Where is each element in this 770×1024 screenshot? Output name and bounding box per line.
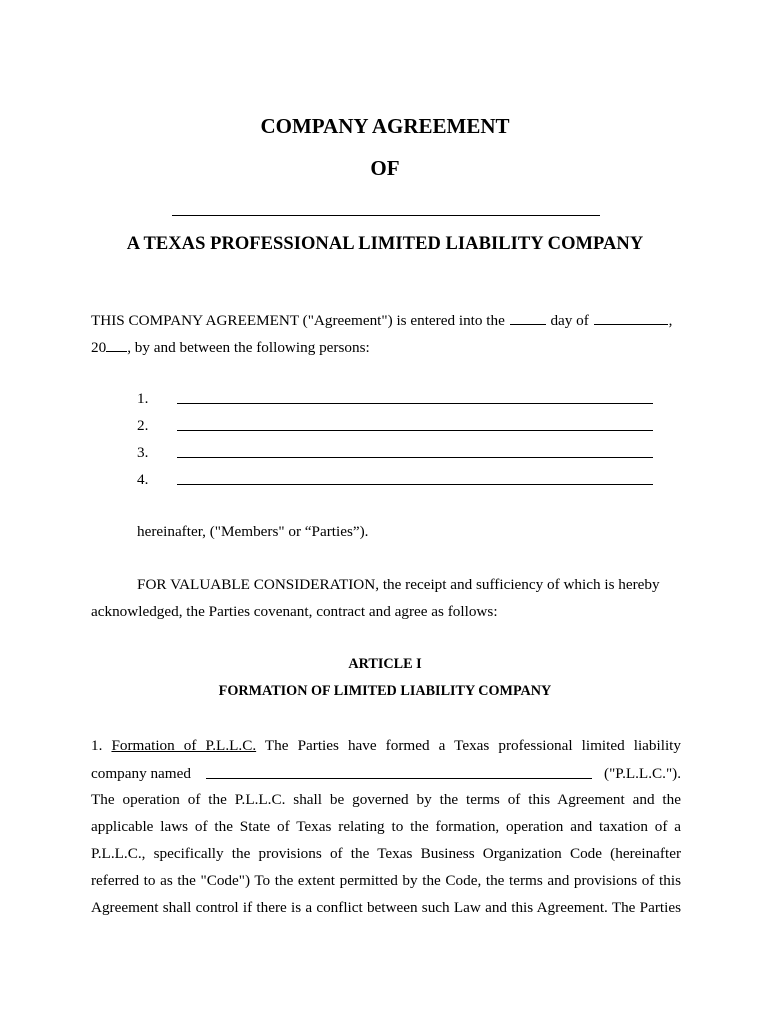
- section-1-line-1: [91, 738, 681, 753]
- section-1-line: applicable laws of the State of Texas relating to the formation, operation and taxation of a: [91, 818, 681, 835]
- intro-text-5: , by and between the following persons:: [127, 339, 370, 356]
- intro-text-3: ,: [668, 312, 673, 329]
- company-named-label: company named: [91, 765, 191, 782]
- member-row: [137, 471, 657, 489]
- member-row: [137, 444, 657, 462]
- document-title-of: OF: [370, 156, 400, 180]
- section-1-line: P.L.L.C., specifically the provisions of the Texas Business Organization Code (hereinafter: [91, 845, 681, 862]
- document-title: COMPANY AGREEMENT: [260, 114, 510, 138]
- hereinafter-text: hereinafter, ("Members" or “Parties”).: [137, 523, 369, 540]
- article-heading: FORMATION OF LIMITED LIABILITY COMPANY: [218, 683, 552, 699]
- member-row: [137, 417, 657, 435]
- section-1-line: The operation of the P.L.L.C. shall be governed by the terms of this Agreement and the: [91, 791, 681, 808]
- intro-line-1: [91, 311, 672, 328]
- pllc-name-blank: [206, 778, 592, 779]
- document-subtitle: A TEXAS PROFESSIONAL LIMITED LIABILITY COMPANY: [126, 234, 644, 254]
- member-number: 2.: [137, 417, 149, 434]
- company-name-blank: [172, 215, 600, 216]
- intro-text-4: 20: [91, 339, 107, 356]
- article-number: ARTICLE I: [348, 656, 422, 672]
- member-name-blank: [177, 403, 653, 404]
- year-blank: [106, 338, 127, 352]
- member-name-blank: [177, 430, 653, 431]
- member-row: [137, 390, 657, 408]
- section-1-line: referred to as the "Code") To the extent permitted by the Code, the terms and provisions of this: [91, 872, 681, 889]
- member-name-blank: [177, 484, 653, 485]
- intro-text-1: THIS COMPANY AGREEMENT ("Agreement") is entered into the: [91, 312, 505, 329]
- day-blank: [510, 311, 546, 325]
- section-1-line-2: [91, 765, 681, 783]
- member-number: 3.: [137, 444, 149, 461]
- intro-line-2: [91, 338, 370, 355]
- section-heading: Formation of P.L.L.C.: [111, 737, 257, 754]
- consideration-line-2: acknowledged, the Parties covenant, contract and agree as follows:: [91, 603, 498, 620]
- intro-text-2: day of: [550, 312, 589, 329]
- month-blank: [594, 311, 668, 325]
- section-1-line: Agreement shall control if there is a conflict between such Law and this Agreement. The Parties: [91, 899, 681, 916]
- section-text: The Parties have formed a Texas professional limited liability: [264, 737, 681, 754]
- section-number: 1.: [91, 737, 103, 754]
- member-number: 4.: [137, 471, 149, 488]
- pllc-abbrev-label: ("P.L.L.C.").: [604, 765, 681, 782]
- member-name-blank: [177, 457, 653, 458]
- member-number: 1.: [137, 390, 149, 407]
- consideration-line-1: FOR VALUABLE CONSIDERATION, the receipt and sufficiency of which is hereby: [137, 576, 660, 593]
